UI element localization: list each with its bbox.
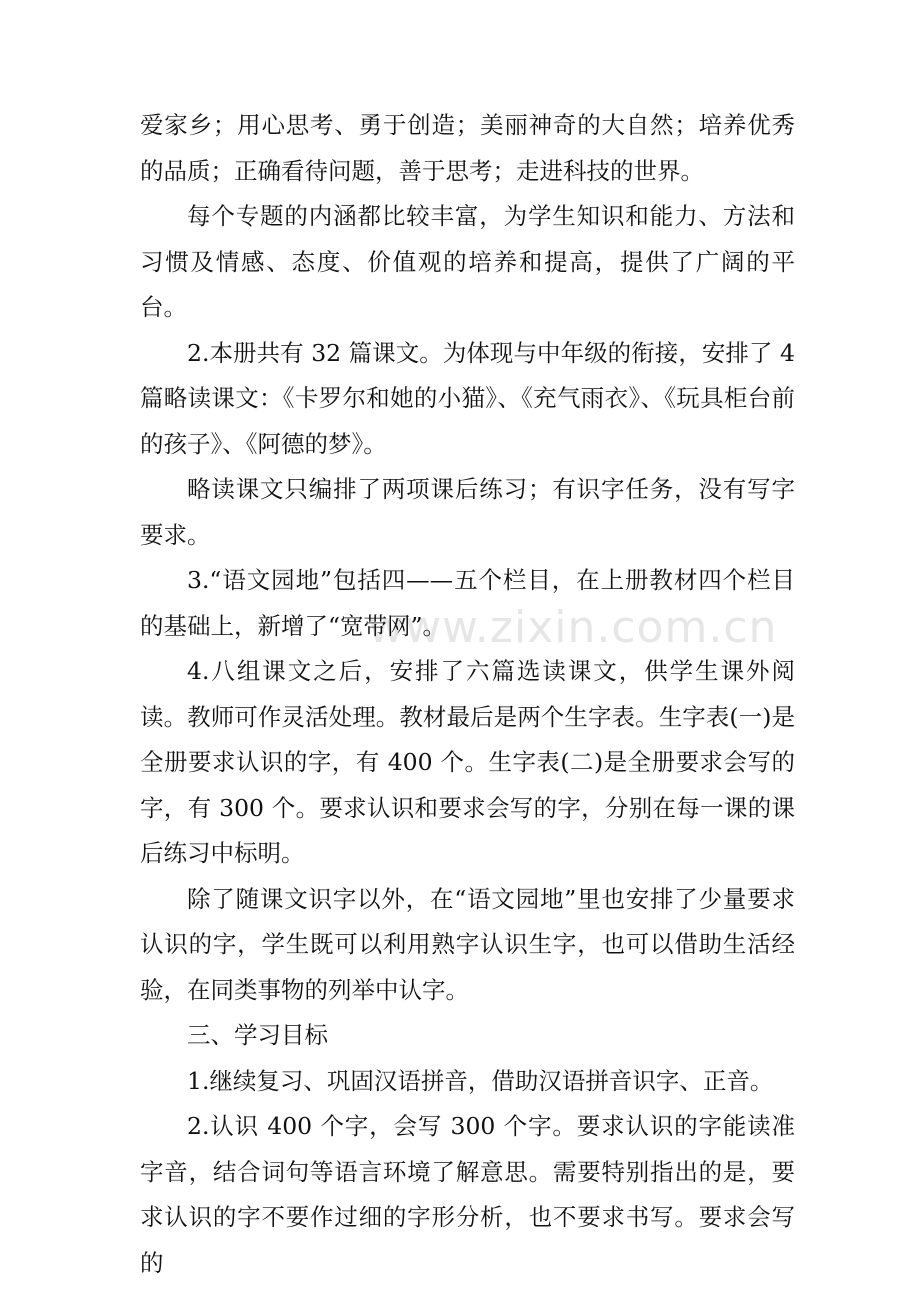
section-heading: 三、学习目标: [187, 1021, 328, 1049]
paragraph-4: 略读课文只编排了两项课后练习；有识字任务，没有写字要求。: [140, 475, 795, 549]
paragraph-3: 2.本册共有 32 篇课文。为体现与中年级的衔接，安排了 4 篇略读课文：《卡罗尔和她的小猫》、《充气雨衣》、《玩具柜台前的孩子》、《阿德的梦》。: [140, 338, 795, 458]
paragraph-8: 1.继续复习、巩固汉语拼音，借助汉语拼音识字、正音。: [187, 1066, 774, 1095]
watermark: www.zixin.com.cn: [368, 602, 778, 653]
paragraph-2: 每个专题的内涵都比较丰富，为学生知识和能力、方法和习惯及情感、态度、价值观的培养和提高，提供了广阔的平台。: [140, 202, 795, 321]
document-body: [140, 103, 795, 1286]
paragraph-7: 除了随课文识字以外，在“语文园地”里也安排了少量要求认识的字，学生既可以利用熟字认识生字，也可以借助生活经验，在同类事物的列举中认字。: [140, 884, 795, 1004]
paragraph-6: 4.八组课文之后，安排了六篇选读课文，供学生课外阅读。教师可作灵活处理。教材最后是两个生字表。生字表(一)是全册要求认识的字，有 400 个。生字表(二)是全册要求会写的字，有 300 个。要求认识和要求会写的字，分别在每一课的课后练习中标明。: [140, 657, 795, 867]
paragraph-1: 爱家乡；用心思考、勇于创造；美丽神奇的大自然；培养优秀的品质；正确看待问题，善于思考；走进科技的世界。: [140, 111, 795, 185]
paragraph-9: 2.认识 400 个字，会写 300 个字。要求认识的字能读准字音，结合词句等语言环境了解意思。需要特别指出的是，要求认识的字不要作过细的字形分析，也不要求书写。要求会写的: [140, 1112, 795, 1277]
paragraph-5: 3.“语文园地”包括四——五个栏目，在上册教材四个栏目的基础上，新增了“宽带网”。: [140, 566, 795, 640]
